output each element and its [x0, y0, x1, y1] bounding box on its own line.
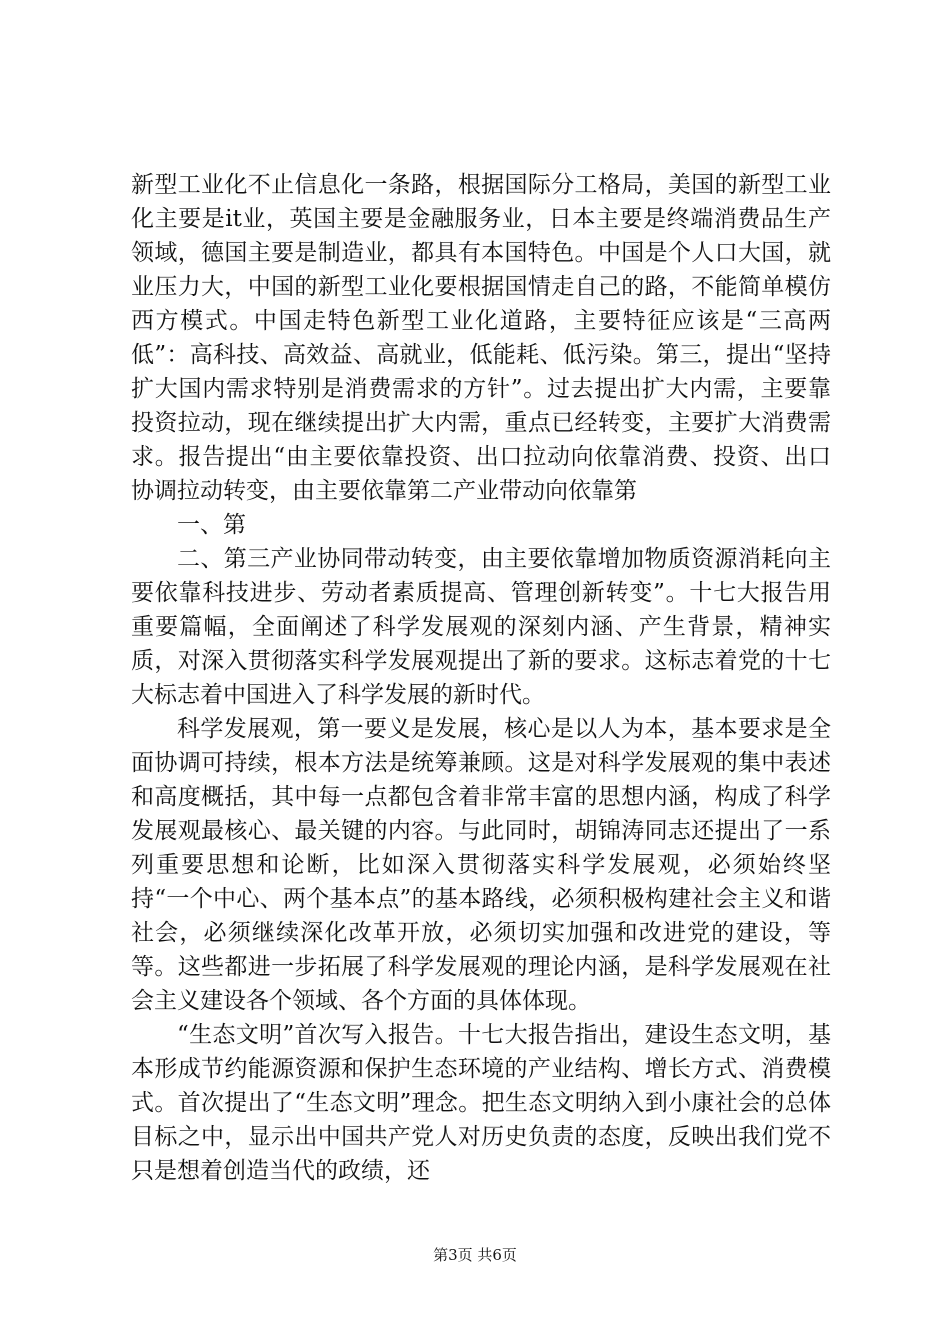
paragraph-1: 新型工业化不止信息化一条路，根据国际分工格局，美国的新型工业化主要是it业，英国主要是金融服务业，日本主要是终端消费品生产领域，德国主要是制造业，都具有本国特色。中国是个人口大国，就业压力大，中国的新型工业化要根据国情走自己的路，不能简单模仿西方模式。中国走特色新型工业化道路，主要特征应该是“三高两低”：高科技、高效益、高就业，低能耗、低污染。第三，提出“坚持扩大国内需求特别是消费需求的方针”。过去提出扩大内需，主要靠投资拉动，现在继续提出扩大内需，重点已经转变，主要扩大消费需求。报告提出“由主要依靠投资、出口拉动向依靠消费、投资、出口协调拉动转变，由主要依靠第二产业带动向依靠第	[131, 172, 831, 504]
document-body	[131, 168, 831, 1188]
paragraph-4: 科学发展观，第一要义是发展，核心是以人为本，基本要求是全面协调可持续，根本方法是统筹兼顾。这是对科学发展观的集中表述和高度概括，其中每一点都包含着非常丰富的思想内涵，构成了科学发展观最核心、最关键的内容。与此同时，胡锦涛同志还提出了一系列重要思想和论断，比如深入贯彻落实科学发展观，必须始终坚持“一个中心、两个基本点”的基本路线，必须积极构建社会主义和谐社会，必须继续深化改革开放，必须切实加强和改进党的建设，等等。这些都进一步拓展了科学发展观的理论内涵，是科学发展观在社会主义建设各个领域、各个方面的具体体现。	[131, 716, 831, 1014]
paragraph-5: “生态文明”首次写入报告。十七大报告指出，建设生态文明，基本形成节约能源资源和保护生态环境的产业结构、增长方式、消费模式。首次提出了“生态文明”理念。把生态文明纳入到小康社会的总体目标之中，显示出中国共产党人对历史负责的态度，反映出我们党不只是想着创造当代的政绩，还	[131, 1022, 831, 1184]
paragraph-2: 一、第	[177, 512, 246, 538]
paragraph-3: 二、第三产业协同带动转变，由主要依靠增加物质资源消耗向主要依靠科技进步、劳动者素质提高、管理创新转变”。十七大报告用重要篇幅，全面阐述了科学发展观的深刻内涵、产生背景，精神实质，对深入贯彻落实科学发展观提出了新的要求。这标志着党的十七大标志着中国进入了科学发展的新时代。	[131, 546, 831, 708]
page-footer: 第3页 共6页	[433, 1246, 517, 1264]
